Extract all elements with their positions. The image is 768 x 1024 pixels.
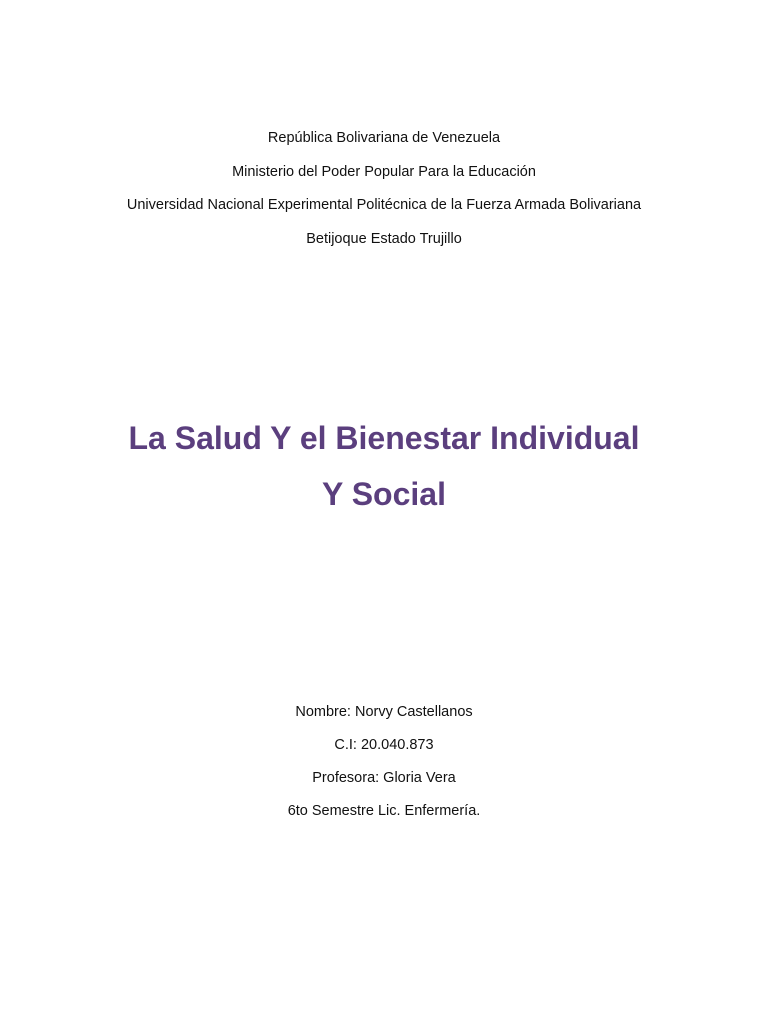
title-line-1: La Salud Y el Bienestar Individual: [128, 420, 640, 456]
header-location: Betijoque Estado Trujillo: [306, 230, 462, 247]
document-title: [0, 410, 768, 522]
institution-header: [0, 122, 768, 256]
title-line-2: Y Social: [322, 476, 446, 512]
professor-name: Profesora: Gloria Vera: [312, 770, 456, 786]
semester-program: 6to Semestre Lic. Enfermería.: [287, 803, 481, 819]
header-university: Universidad Nacional Experimental Politécnica de la Fuerza Armada Bolivariana: [126, 197, 642, 213]
header-ministry: Ministerio del Poder Popular Para la Educación: [232, 163, 536, 180]
header-republic: República Bolivariana de Venezuela: [267, 130, 501, 146]
student-id: C.I: 20.040.873: [334, 737, 434, 753]
student-name: Nombre: Norvy Castellanos: [295, 704, 473, 720]
student-info: [0, 696, 768, 828]
